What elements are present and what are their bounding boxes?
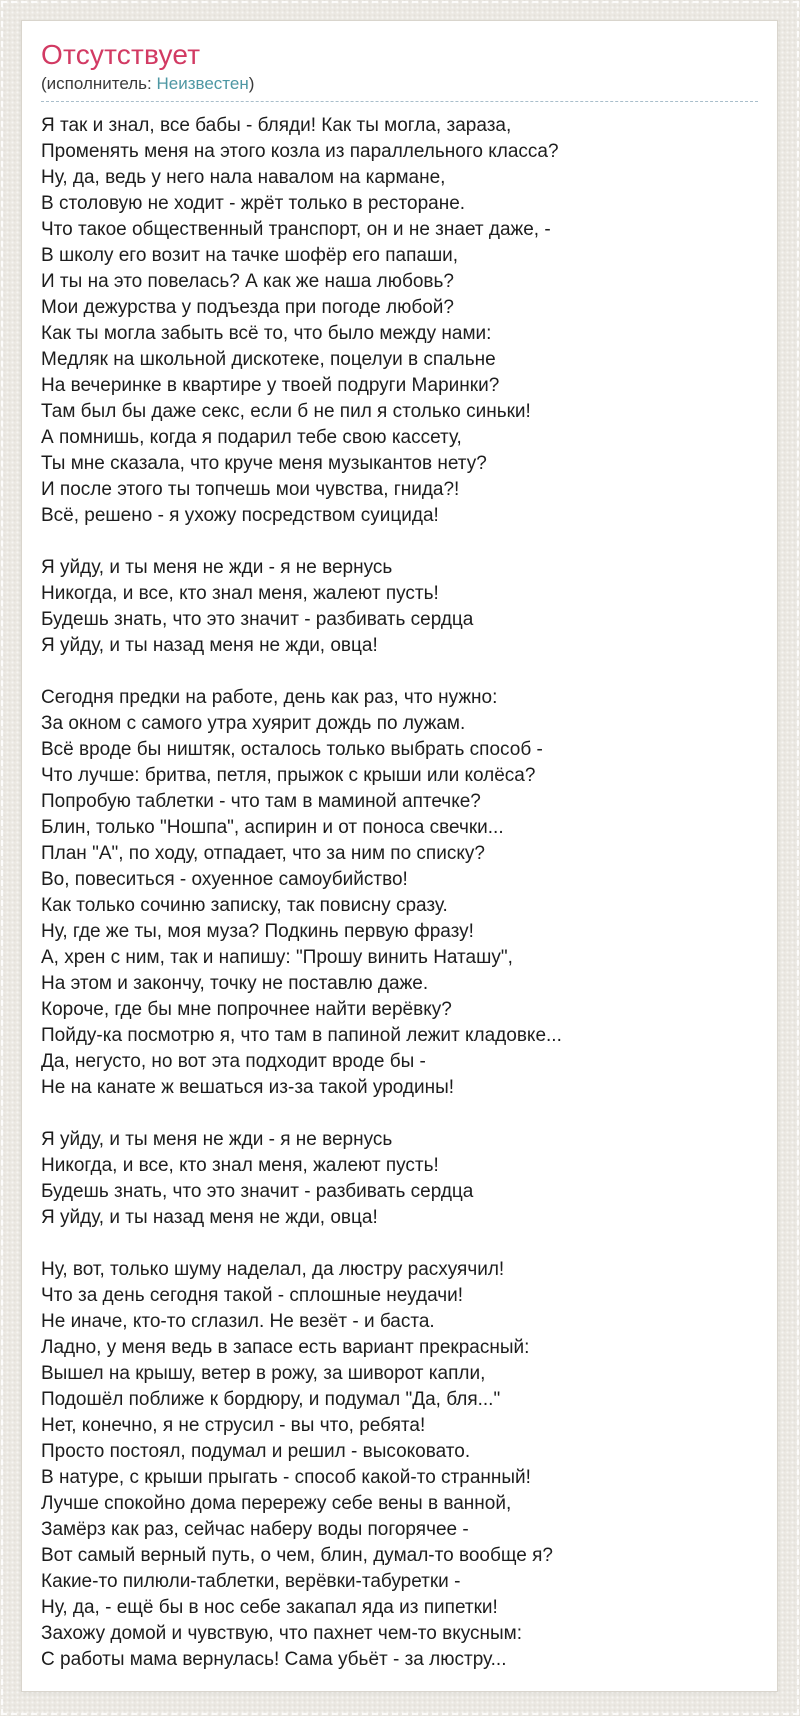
lyric-line: На этом и закончу, точку не поставлю даже.: [41, 973, 429, 994]
lyric-line: Во, повеситься - охуенное самоубийство!: [41, 869, 408, 890]
artist-label-prefix: (исполнитель:: [41, 74, 157, 93]
lyric-line: Я уйду, и ты меня не жди - я не вернусь: [41, 557, 393, 578]
lyric-line: Мои дежурства у подъезда при погоде любой?: [41, 297, 454, 318]
lyric-line: Нет, конечно, я не струсил - вы что, ребята!: [41, 1415, 426, 1436]
lyric-line: Да, негусто, но вот эта подходит вроде бы -: [41, 1051, 426, 1072]
lyric-line: В натуре, с крыши прыгать - способ какой-то странный!: [41, 1467, 531, 1488]
lyric-line: Ну, вот, только шуму наделал, да люстру расхуячил!: [41, 1259, 505, 1280]
lyric-line: Сегодня предки на работе, день как раз, что нужно:: [41, 687, 498, 708]
lyric-line: Короче, где бы мне попрочнее найти верёвку?: [41, 999, 452, 1020]
lyric-line: Попробую таблетки - что там в маминой аптечке?: [41, 791, 481, 812]
lyric-line: Какие-то пилюли-таблетки, верёвки-табуретки -: [41, 1571, 461, 1592]
stanza: [41, 1257, 758, 1673]
stanza: [41, 113, 758, 529]
lyric-line: Ну, где же ты, моя муза? Подкинь первую фразу!: [41, 921, 474, 942]
lyric-line: Никогда, и все, кто знал меня, жалеют пусть!: [41, 1155, 439, 1176]
lyric-line: И ты на это повелась? А как же наша любовь?: [41, 271, 454, 292]
artist-link[interactable]: Неизвестен: [156, 74, 249, 93]
lyric-line: В школу его возит на тачке шофёр его папаши,: [41, 245, 459, 266]
lyric-line: Как только сочиню записку, так повисну сразу.: [41, 895, 448, 916]
lyric-line: А помнишь, когда я подарил тебе свою кассету,: [41, 427, 462, 448]
lyric-line: План "А", по ходу, отпадает, что за ним по списку?: [41, 843, 485, 864]
lyric-line: Ты мне сказала, что круче меня музыкантов нету?: [41, 453, 487, 474]
lyric-line: Вышел на крышу, ветер в рожу, за шиворот капли,: [41, 1363, 486, 1384]
stanza: [41, 685, 758, 1101]
lyric-line: Как ты могла забыть всё то, что было между нами:: [41, 323, 492, 344]
lyric-line: Там был бы даже секс, если б не пил я столько синьки!: [41, 401, 531, 422]
lyric-line: За окном с самого утра хуярит дождь по лужам.: [41, 713, 466, 734]
lyric-line: Никогда, и все, кто знал меня, жалеют пусть!: [41, 583, 439, 604]
lyric-line: Что за день сегодня такой - сплошные неудачи!: [41, 1285, 464, 1306]
lyric-line: Всё вроде бы ништяк, осталось только выбрать способ -: [41, 739, 543, 760]
lyric-line: Не на канате ж вешаться из-за такой уродины!: [41, 1077, 455, 1098]
lyric-line: Подошёл поближе к бордюру, и подумал "Да, бля...": [41, 1389, 501, 1410]
lyric-line: Замёрз как раз, сейчас наберу воды погорячее -: [41, 1519, 469, 1540]
lyric-line: Я уйду, и ты меня не жди - я не вернусь: [41, 1129, 393, 1150]
lyric-line: Ну, да, - ещё бы в нос себе закапал яда из пипетки!: [41, 1597, 498, 1618]
lyric-line: Я уйду, и ты назад меня не жди, овца!: [41, 635, 378, 656]
lyric-line: С работы мама вернулась! Сама убьёт - за люстру...: [41, 1649, 507, 1670]
lyric-line: Ладно, у меня ведь в запасе есть вариант прекрасный:: [41, 1337, 530, 1358]
lyric-line: Ну, да, ведь у него нала навалом на кармане,: [41, 167, 446, 188]
artist-label-suffix: ): [248, 74, 255, 93]
lyric-line: Я уйду, и ты назад меня не жди, овца!: [41, 1207, 378, 1228]
lyric-line: Вот самый верный путь, о чем, блин, думал-то вообще я?: [41, 1545, 553, 1566]
lyric-line: Я так и знал, все бабы - бляди! Как ты могла, зараза,: [41, 115, 512, 136]
lyric-line: Медляк на школьной дискотеке, поцелуи в спальне: [41, 349, 496, 370]
lyric-line: Будешь знать, что это значит - разбивать сердца: [41, 609, 474, 630]
lyric-line: Лучше спокойно дома перережу себе вены в ванной,: [41, 1493, 512, 1514]
lyric-line: И после этого ты топчешь мои чувства, гнида?!: [41, 479, 460, 500]
content-card: [21, 20, 778, 1692]
lyric-line: Будешь знать, что это значит - разбивать сердца: [41, 1181, 474, 1202]
artist-line: [41, 73, 758, 102]
lyric-line: В столовую не ходит - жрёт только в ресторане.: [41, 193, 466, 214]
lyric-line: Просто постоял, подумал и решил - высоковато.: [41, 1441, 471, 1462]
lyric-line: Всё, решено - я ухожу посредством суицида!: [41, 505, 439, 526]
lyric-line: Что лучше: бритва, петля, прыжок с крыши или колёса?: [41, 765, 536, 786]
lyrics-text: [41, 113, 758, 1673]
lyric-line: Что такое общественный транспорт, он и не знает даже, -: [41, 219, 551, 240]
lyric-line: Променять меня на этого козла из параллельного класса?: [41, 141, 559, 162]
lyric-line: На вечеринке в квартире у твоей подруги Маринки?: [41, 375, 500, 396]
lyric-line: Пойду-ка посмотрю я, что там в папиной лежит кладовке...: [41, 1025, 562, 1046]
lyric-line: А, хрен с ним, так и напишу: "Прошу винить Наташу",: [41, 947, 513, 968]
lyric-line: Не иначе, кто-то сглазил. Не везёт - и баста.: [41, 1311, 435, 1332]
stanza: [41, 555, 758, 659]
page-title: Отсутствует: [41, 39, 201, 70]
lyric-line: Захожу домой и чувствую, что пахнет чем-то вкусным:: [41, 1623, 523, 1644]
stanza: [41, 1127, 758, 1231]
lyric-line: Блин, только "Ношпа", аспирин и от поноса свечки...: [41, 817, 504, 838]
